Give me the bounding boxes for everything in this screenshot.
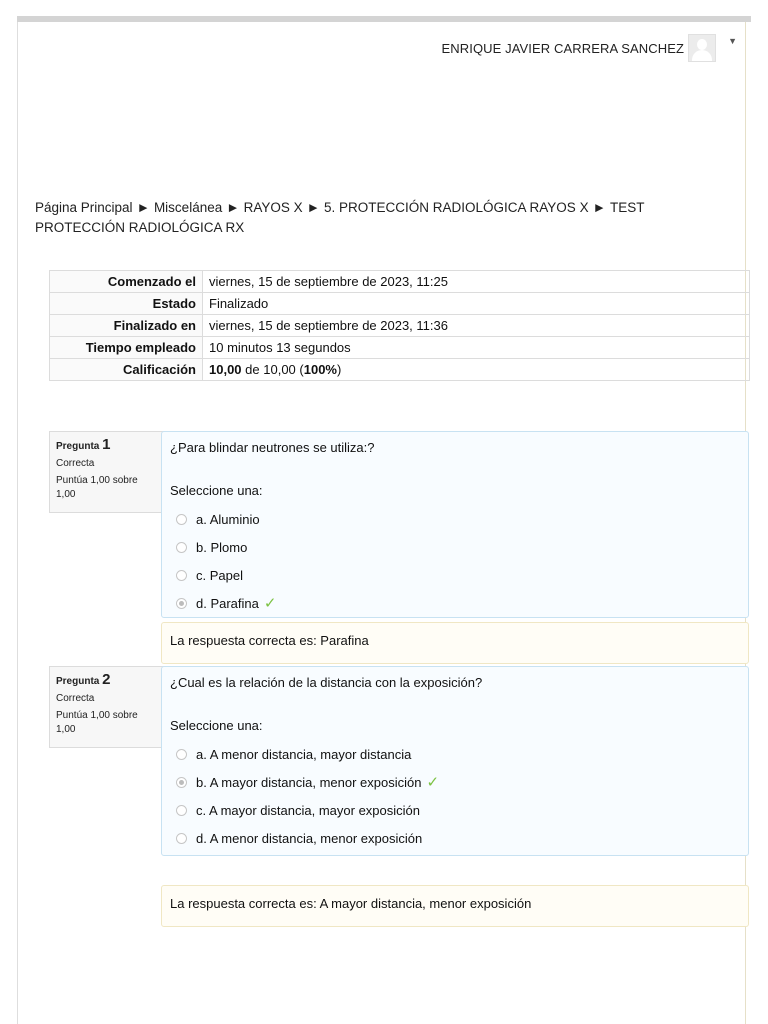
summary-value: viernes, 15 de septiembre de 2023, 11:36	[203, 315, 750, 337]
summary-row	[50, 293, 750, 315]
grade-percent: 100%	[303, 362, 337, 377]
breadcrumb-separator-icon: ►	[136, 200, 150, 215]
radio-button-selected[interactable]	[176, 777, 187, 788]
question-content	[161, 431, 749, 618]
answer-label: c. Papel	[196, 567, 243, 583]
question-label: Pregunta	[56, 676, 100, 687]
check-icon: ✓	[263, 595, 277, 612]
summary-label: Comenzado el	[50, 271, 203, 293]
breadcrumb-test[interactable]: TEST PROTECCIÓN RADIOLÓGICA RX	[35, 200, 645, 235]
answer-option-b[interactable]	[170, 768, 740, 796]
summary-label: Estado	[50, 293, 203, 315]
breadcrumb-separator-icon: ►	[226, 200, 240, 215]
radio-button-selected[interactable]	[176, 598, 187, 609]
avatar-icon[interactable]	[688, 34, 716, 62]
question-grade: Puntúa 1,00 sobre 1,00	[56, 475, 138, 500]
question-info	[49, 666, 166, 748]
grade-score: 10,00	[209, 362, 242, 377]
summary-row	[50, 315, 750, 337]
answer-option-c[interactable]	[170, 796, 740, 824]
radio-button[interactable]	[176, 833, 187, 844]
question-number: 2	[102, 671, 111, 688]
radio-button[interactable]	[176, 749, 187, 760]
breadcrumb-home[interactable]: Página Principal	[35, 200, 133, 215]
answer-label: c. A mayor distancia, mayor exposición	[196, 802, 420, 818]
chevron-down-icon[interactable]: ▼	[728, 36, 737, 46]
answer-option-c[interactable]	[170, 561, 740, 589]
question-status: Correcta	[56, 693, 95, 704]
grade-of: de 10,00	[245, 362, 296, 377]
summary-grade-value: 10,00 de 10,00 (100%)	[203, 359, 750, 381]
summary-row-grade	[50, 359, 750, 381]
user-menu[interactable]	[441, 34, 737, 62]
summary-label: Finalizado en	[50, 315, 203, 337]
breadcrumb-separator-icon: ►	[592, 200, 606, 215]
summary-row	[50, 271, 750, 293]
summary-value: viernes, 15 de septiembre de 2023, 11:25	[203, 271, 750, 293]
question-text: ¿Cual es la relación de la distancia con la exposición?	[170, 675, 483, 690]
answer-label: d. A menor distancia, menor exposición	[196, 830, 423, 846]
user-name[interactable]: ENRIQUE JAVIER CARRERA SANCHEZ	[441, 40, 685, 56]
answer-option-b[interactable]	[170, 533, 740, 561]
question-status: Correcta	[56, 458, 95, 469]
question-info	[49, 431, 166, 513]
radio-button[interactable]	[176, 805, 187, 816]
answer-option-a[interactable]	[170, 505, 740, 533]
answer-label: a. A menor distancia, mayor distancia	[196, 746, 412, 762]
summary-row	[50, 337, 750, 359]
answer-label: a. Aluminio	[196, 511, 260, 527]
breadcrumb-separator-icon: ►	[306, 200, 321, 215]
question-content	[161, 666, 749, 856]
question-number: 1	[102, 436, 111, 453]
answer-option-a[interactable]	[170, 740, 740, 768]
radio-button[interactable]	[176, 570, 187, 581]
summary-value: Finalizado	[203, 293, 750, 315]
radio-button[interactable]	[176, 514, 187, 525]
answer-option-d[interactable]	[170, 589, 740, 617]
summary-label: Calificación	[50, 359, 203, 381]
answer-prompt: Seleccione una:	[170, 483, 263, 498]
answer-label: b. Plomo	[196, 539, 248, 555]
answer-option-d[interactable]	[170, 824, 740, 852]
question-text: ¿Para blindar neutrones se utiliza:?	[170, 440, 375, 455]
check-icon: ✓	[426, 774, 440, 791]
summary-label: Tiempo empleado	[50, 337, 203, 359]
answer-prompt: Seleccione una:	[170, 718, 263, 733]
correct-answer-feedback: La respuesta correcta es: A mayor distancia, menor exposición	[161, 885, 749, 927]
correct-answer-feedback: La respuesta correcta es: Parafina	[161, 622, 749, 664]
breadcrumb-section[interactable]: 5. PROTECCIÓN RADIOLÓGICA RAYOS X	[324, 200, 589, 215]
page-container	[17, 22, 746, 1024]
summary-value: 10 minutos 13 segundos	[203, 337, 750, 359]
breadcrumb-rayos-x[interactable]: RAYOS X	[243, 200, 303, 215]
question-grade: Puntúa 1,00 sobre 1,00	[56, 710, 138, 735]
radio-button[interactable]	[176, 542, 187, 553]
answer-label: b. A mayor distancia, menor exposición	[196, 774, 422, 790]
breadcrumb	[35, 198, 735, 238]
answer-label: d. Parafina	[196, 595, 259, 611]
question-label: Pregunta	[56, 441, 100, 452]
attempt-summary-table	[49, 270, 750, 381]
breadcrumb-misc[interactable]: Miscelánea	[153, 200, 223, 215]
